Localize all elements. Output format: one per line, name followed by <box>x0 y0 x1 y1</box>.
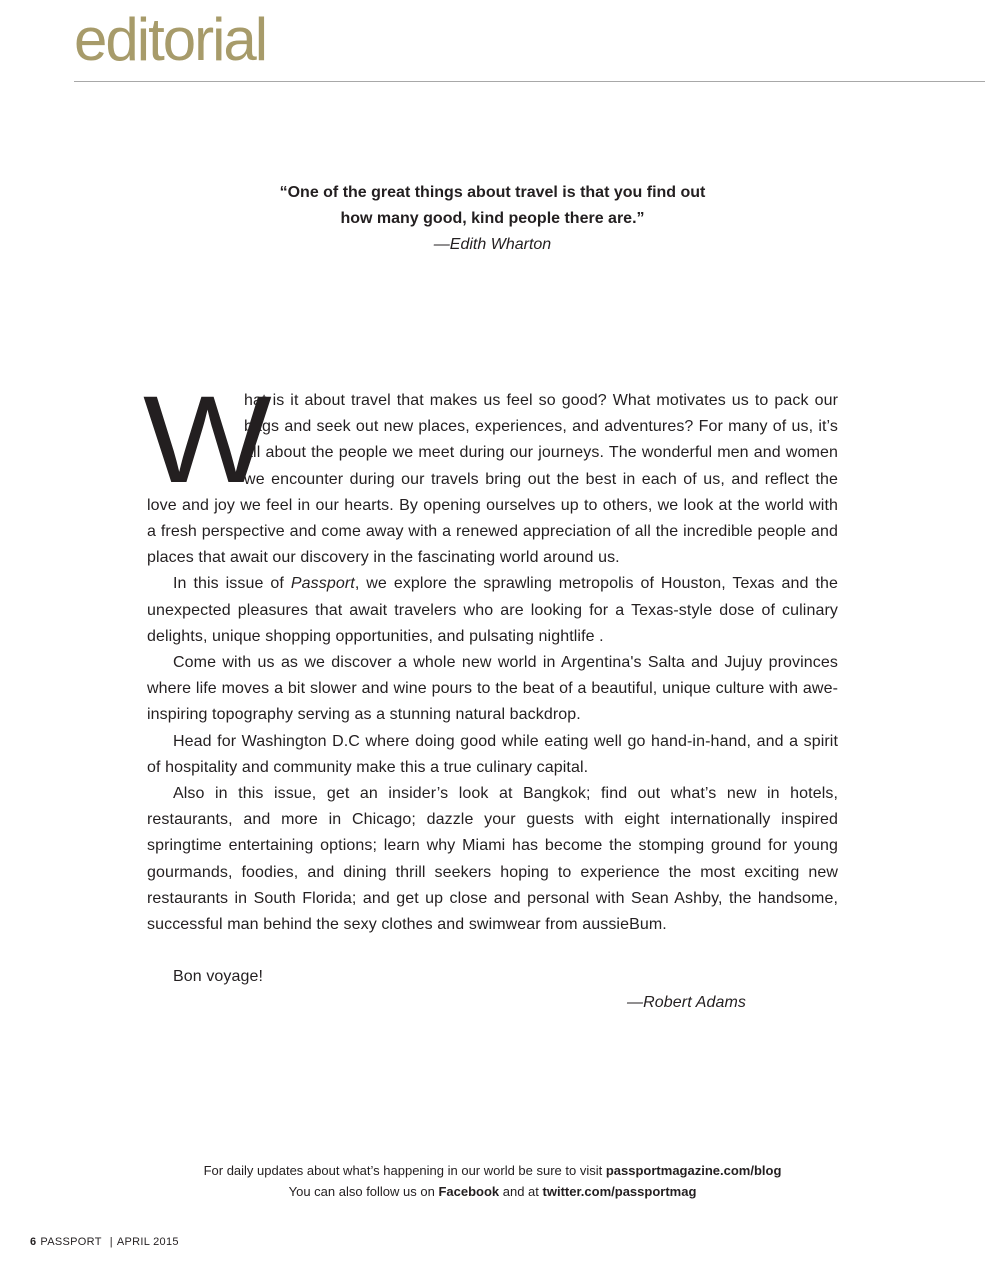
paragraph-argentina: Come with us as we discover a whole new world in Argentina's Salta and Jujuy provinces where life moves a bit slower and wine pours to the beat of a beautiful, unique culture with awe-inspiring topography serving as a stunning natural backdrop. <box>147 654 838 724</box>
paragraph-washington: Head for Washington D.C where doing good while eating well go hand-in-hand, and a spirit of hospitality and community make this a true culinary capital. <box>147 732 838 776</box>
paragraph-intro <box>143 318 838 571</box>
quote-line-2: how many good, kind people there are.” <box>340 210 645 227</box>
issue-date: APRIL 2015 <box>116 1236 179 1248</box>
paragraph-intro-text: hat is it about travel that makes us feel so good? What motivates us to pack our bags and seek out new places, experiences, and adventures? For many of us, it’s all about the people we meet during our journeys. The wonderful men and women we encounter during our travels bring out the best in each of us, and reflect the love and joy we feel in our hearts. By opening ourselves up to others, we look at the world with a fresh perspective and come away with a renewed appreciation of all the incredible people and places that await our discovery in the fascinating world around us. <box>147 392 838 567</box>
drop-cap: W <box>143 371 261 509</box>
header-divider <box>74 81 985 82</box>
magazine-name: PASSPORT <box>40 1236 102 1248</box>
section-title: editorial <box>74 6 267 73</box>
paragraph-houston <box>147 571 838 650</box>
quote-author: —Edith Wharton <box>433 236 552 253</box>
signature: —Robert Adams <box>627 994 746 1012</box>
paragraph-also-in-issue: Also in this issue, get an insider’s look at Bangkok; find out what’s new in hotels, restaurants, and more in Chicago; dazzle your guests with eight internationally inspired springtime entertaining options; learn why Miami has become the stomping ground for young gourmands, foodies, and dining thrill seekers hoping to experience the most exciting new restaurants in South Florida; and get up close and personal with Sean Ashby, the handsome, successful man behind the sexy clothes and swimwear from aussieBum. <box>147 785 838 934</box>
twitter-link[interactable]: twitter.com/passportmag <box>542 1184 697 1199</box>
paragraph-houston-lead: In this issue of <box>173 575 291 593</box>
editorial-body <box>143 318 838 1017</box>
folio-separator: | <box>109 1236 113 1248</box>
footer-line-2 <box>0 1181 985 1202</box>
magazine-name-italic: Passport <box>290 575 355 593</box>
page-folio <box>30 1236 179 1248</box>
footer-line-2-lead: You can also follow us on <box>288 1184 439 1199</box>
quote-line-1: “One of the great things about travel is that you find out <box>279 184 706 201</box>
footer-line-1 <box>0 1160 985 1181</box>
page-number: 6 <box>30 1236 37 1248</box>
facebook-link[interactable]: Facebook <box>438 1184 500 1199</box>
footer-line-1-text: For daily updates about what’s happening in our world be sure to visit <box>203 1163 606 1178</box>
footer-note <box>0 1160 985 1202</box>
footer-line-2-mid: and at <box>499 1184 543 1199</box>
closing-line: Bon voyage! <box>173 968 264 986</box>
paragraph-houston-text: , we explore the sprawling metropolis of Houston, Texas and the unexpected pleasures that await travelers who are looking for a Texas-style dose of culinary delights, unique shopping opportunities, and pulsating nightlife . <box>147 575 838 645</box>
epigraph-quote <box>150 180 835 258</box>
blog-link[interactable]: passportmagazine.com/blog <box>605 1163 782 1178</box>
